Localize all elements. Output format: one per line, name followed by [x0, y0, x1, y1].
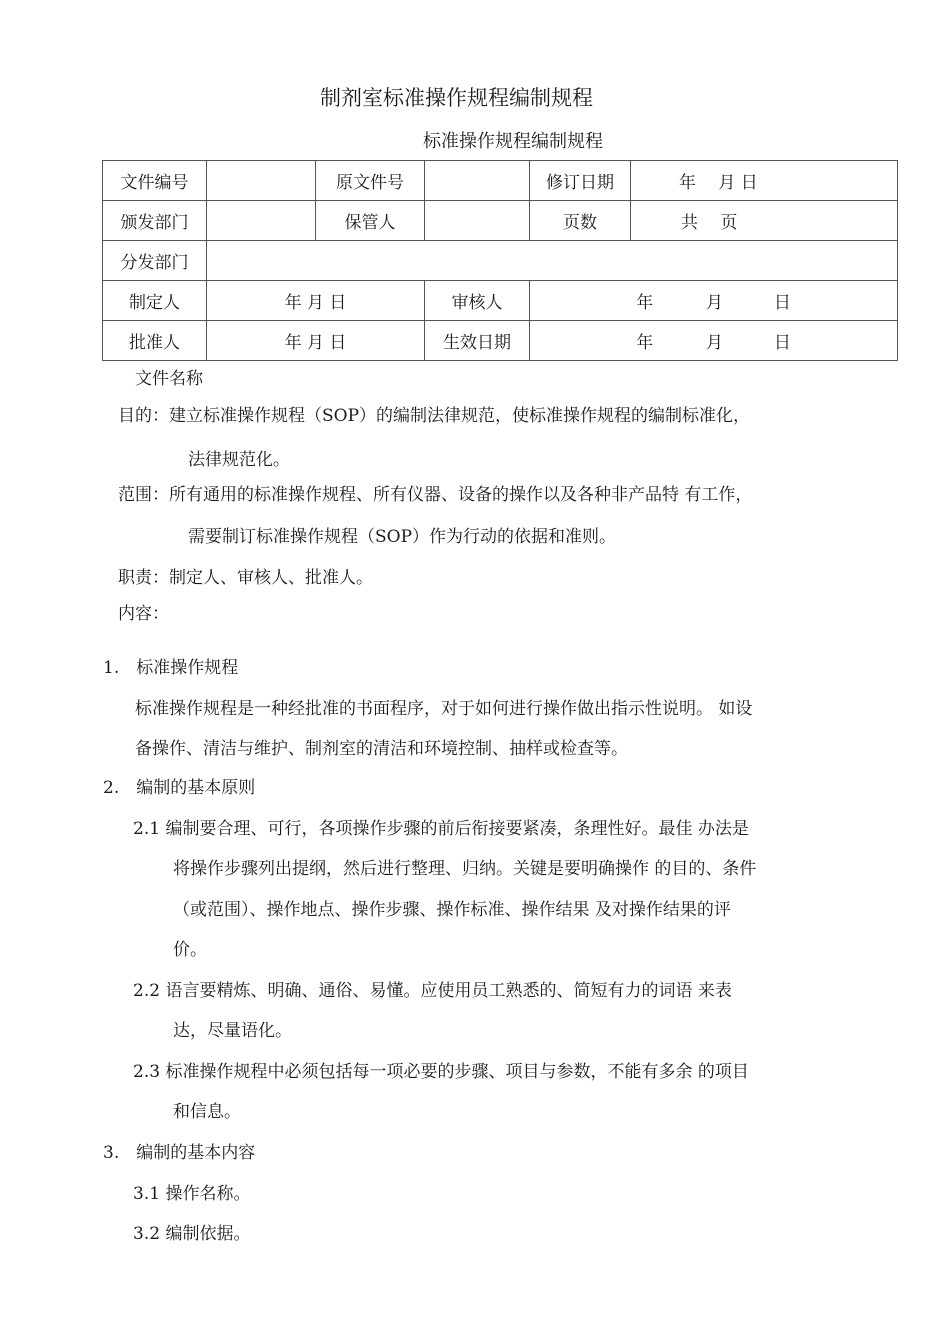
page-title: 制剂室标准操作规程编制规程 — [320, 86, 593, 110]
pages-label: 页数 — [530, 201, 631, 241]
purpose-line-2: 法律规范化。 — [188, 450, 290, 470]
table-row — [103, 161, 898, 201]
reviewer-date — [530, 281, 898, 321]
keeper-value — [425, 201, 530, 241]
pages-value: 共 页 — [631, 201, 898, 241]
table-row — [103, 321, 898, 361]
author-date: 年 月 日 — [207, 281, 425, 321]
issue-dept-label: 颁发部门 — [103, 201, 207, 241]
subtitle: 标准操作规程编制规程 — [423, 131, 603, 152]
table-row — [103, 281, 898, 321]
content-label: 内容： — [118, 604, 169, 624]
doc-name-label: 文件名称 — [135, 369, 203, 389]
section-2-2-line-2: 达，尽量语化。 — [173, 1021, 292, 1041]
effective-date-day: 日 — [773, 333, 791, 353]
effective-date-year: 年 — [636, 333, 654, 353]
table-row — [103, 201, 898, 241]
issue-dept-value — [207, 201, 316, 241]
reviewer-date-day: 日 — [773, 293, 791, 313]
section-2-1-line-4: 价。 — [173, 940, 207, 960]
scope-line-1: 范围：所有通用的标准操作规程、所有仪器、设备的操作以及各种非产品特 有工作， — [118, 485, 753, 505]
approver-label: 批准人 — [103, 321, 207, 361]
author-label: 制定人 — [103, 281, 207, 321]
section-2-1-line-1: 2.1 编制要合理、可行，各项操作步骤的前后衔接要紧凑，条理性好。最佳 办法是 — [133, 819, 749, 839]
dist-dept-label: 分发部门 — [103, 241, 207, 281]
duty-line: 职责：制定人、审核人、批准人。 — [118, 568, 373, 588]
reviewer-date-year: 年 — [636, 293, 654, 313]
approver-date: 年 月 日 — [207, 321, 425, 361]
section-2-1-line-3: （或范围）、操作地点、操作步骤、操作标准、操作结果 及对操作结果的评 — [173, 900, 731, 920]
keeper-label: 保管人 — [316, 201, 425, 241]
section-2-3-line-2: 和信息。 — [173, 1102, 241, 1122]
section-2-1-line-2: 将操作步骤列出提纲，然后进行整理、归纳。关键是要明确操作 的目的、条件 — [173, 859, 757, 879]
effective-date-month: 月 — [706, 333, 723, 353]
section-1-heading: 1. 标准操作规程 — [103, 658, 239, 678]
effective-date-label: 生效日期 — [425, 321, 530, 361]
doc-no-value — [207, 161, 316, 201]
orig-doc-no-label: 原文件号 — [316, 161, 425, 201]
section-1-para-1: 标准操作规程是一种经批准的书面程序，对于如何进行操作做出指示性说明。 如设 — [135, 699, 753, 719]
purpose-line-1: 目的：建立标准操作规程（SOP）的编制法律规范，使标准操作规程的编制标准化， — [118, 406, 751, 426]
orig-doc-no-value — [425, 161, 530, 201]
scope-line-2: 需要制订标准操作规程（SOP）作为行动的依据和准则。 — [188, 527, 617, 547]
revise-date-value: 年 月 日 — [631, 161, 898, 201]
doc-no-label: 文件编号 — [103, 161, 207, 201]
section-2-heading: 2. 编制的基本原则 — [103, 778, 256, 798]
reviewer-date-month: 月 — [706, 293, 723, 313]
section-2-2-line-1: 2.2 语言要精炼、明确、通俗、易懂。应使用员工熟悉的、简短有力的词语 来表 — [133, 981, 732, 1001]
dist-dept-value — [207, 241, 898, 281]
revise-date-label: 修订日期 — [530, 161, 631, 201]
reviewer-label: 审核人 — [425, 281, 530, 321]
document-info-table — [102, 160, 898, 361]
section-1-para-2: 备操作、清洁与维护、制剂室的清洁和环境控制、抽样或检查等。 — [135, 739, 628, 759]
effective-date — [530, 321, 898, 361]
section-2-3-line-1: 2.3 标准操作规程中必须包括每一项必要的步骤、项目与参数，不能有多余 的项目 — [133, 1062, 749, 1082]
section-3-1: 3.1 操作名称。 — [133, 1184, 251, 1204]
table-row — [103, 241, 898, 281]
section-3-2: 3.2 编制依据。 — [133, 1224, 251, 1244]
section-3-heading: 3. 编制的基本内容 — [103, 1143, 256, 1163]
